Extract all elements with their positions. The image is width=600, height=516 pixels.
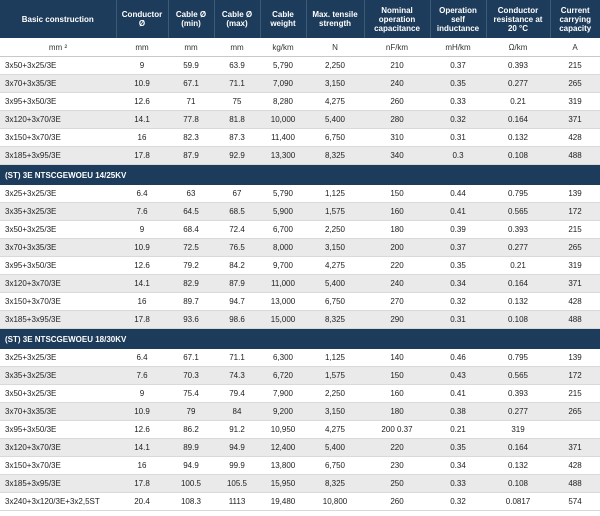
table-cell: 5,400 (306, 439, 364, 457)
units-row (0, 38, 600, 57)
table-cell: 180 (364, 221, 430, 239)
table-cell: 10.9 (116, 75, 168, 93)
table-cell: 86.2 (168, 421, 214, 439)
table-cell: 6.4 (116, 185, 168, 203)
table-cell: 12.6 (116, 93, 168, 111)
table-cell: 200 (364, 239, 430, 257)
table-cell: 0.0817 (486, 493, 550, 511)
table-cell: 0.3 (430, 147, 486, 165)
table-cell: 5,790 (260, 185, 306, 203)
table-cell: 6,720 (260, 367, 306, 385)
table-cell: 139 (550, 349, 600, 367)
table-cell: 3x240+3x120/3E+3x2,5ST (0, 493, 116, 511)
table-cell: 7,090 (260, 75, 306, 93)
table-row (0, 311, 600, 329)
table-cell: 0.164 (486, 439, 550, 457)
table-cell: 87.3 (214, 129, 260, 147)
table-cell: 67.1 (168, 75, 214, 93)
table-cell: 6,700 (260, 221, 306, 239)
table-cell: 7.6 (116, 203, 168, 221)
table-cell: 172 (550, 367, 600, 385)
table-cell: 9 (116, 221, 168, 239)
table-cell: 2,250 (306, 385, 364, 403)
table-cell: 3x70+3x35/3E (0, 75, 116, 93)
table-cell: 428 (550, 457, 600, 475)
table-cell: 1,125 (306, 349, 364, 367)
header-nominal-capacitance: Nominal operation capacitance (364, 0, 430, 38)
table-cell: 2,250 (306, 221, 364, 239)
table-cell: 71 (168, 93, 214, 111)
section-title: (ST) 3E NTSCGEWOEU 18/30KV (0, 329, 600, 350)
table-cell: 0.31 (430, 311, 486, 329)
table-cell: 172 (550, 203, 600, 221)
unit-cell: A (550, 38, 600, 57)
table-cell: 20.4 (116, 493, 168, 511)
table-cell: 574 (550, 493, 600, 511)
table-row (0, 421, 600, 439)
table-cell: 3,150 (306, 239, 364, 257)
table-cell: 94.9 (168, 457, 214, 475)
table-cell: 10,000 (260, 111, 306, 129)
table-cell: 0.132 (486, 457, 550, 475)
table-cell: 371 (550, 275, 600, 293)
table-cell: 1,575 (306, 367, 364, 385)
unit-cell: kg/km (260, 38, 306, 57)
table-row (0, 385, 600, 403)
section-title: (ST) 3E NTSCGEWOEU 14/25KV (0, 165, 600, 186)
table-cell: 64.5 (168, 203, 214, 221)
table-cell: 94.7 (214, 293, 260, 311)
table-row (0, 129, 600, 147)
table-cell: 0.41 (430, 385, 486, 403)
header-current-capacity: Current carrying capacity (550, 0, 600, 38)
header-max-tensile-strength: Max. tensile strength (306, 0, 364, 38)
table-cell: 10.9 (116, 239, 168, 257)
table-row (0, 203, 600, 221)
table-cell: 280 (364, 111, 430, 129)
table-cell: 150 (364, 367, 430, 385)
table-cell: 371 (550, 439, 600, 457)
table-cell: 94.9 (214, 439, 260, 457)
table-cell: 319 (550, 257, 600, 275)
table-row (0, 221, 600, 239)
table-cell: 3x95+3x50/3E (0, 257, 116, 275)
table-cell: 9 (116, 385, 168, 403)
table-cell: 63.9 (214, 57, 260, 75)
table-cell: 0.39 (430, 221, 486, 239)
table-cell: 77.8 (168, 111, 214, 129)
table-cell: 87.9 (214, 275, 260, 293)
table-cell: 3x185+3x95/3E (0, 475, 116, 493)
table-cell: 5,400 (306, 111, 364, 129)
table-cell: 14.1 (116, 275, 168, 293)
table-cell: 3x35+3x25/3E (0, 367, 116, 385)
section-header-row (0, 329, 600, 350)
table-cell: 16 (116, 457, 168, 475)
table-cell: 9,700 (260, 257, 306, 275)
table-cell: 68.5 (214, 203, 260, 221)
table-cell: 180 (364, 403, 430, 421)
table-cell: 3x95+3x50/3E (0, 93, 116, 111)
table-cell: 0.277 (486, 75, 550, 93)
table-cell: 0.795 (486, 349, 550, 367)
table-cell: 105.5 (214, 475, 260, 493)
table-cell: 0.164 (486, 275, 550, 293)
table-cell: 0.132 (486, 129, 550, 147)
table-cell: 71.1 (214, 75, 260, 93)
table-cell: 0.132 (486, 293, 550, 311)
table-cell: 0.108 (486, 475, 550, 493)
table-cell: 160 (364, 385, 430, 403)
section-header-row (0, 165, 600, 186)
table-cell: 6,750 (306, 293, 364, 311)
table-cell: 215 (550, 385, 600, 403)
table-cell: 1,575 (306, 203, 364, 221)
table-cell: 15,000 (260, 311, 306, 329)
table-cell: 160 (364, 203, 430, 221)
table-row (0, 57, 600, 75)
table-cell: 0.795 (486, 185, 550, 203)
table-cell: 71.1 (214, 349, 260, 367)
table-cell: 0.31 (430, 129, 486, 147)
table-cell: 84 (214, 403, 260, 421)
header-conductor-resistance: Conductor resistance at 20 °C (486, 0, 550, 38)
table-cell: 488 (550, 147, 600, 165)
table-cell: 16 (116, 293, 168, 311)
table-row (0, 239, 600, 257)
table-cell: 0.32 (430, 293, 486, 311)
table-cell: 0.37 (430, 57, 486, 75)
table-cell: 220 (364, 257, 430, 275)
table-cell: 220 (364, 439, 430, 457)
table-cell: 13,000 (260, 293, 306, 311)
table-cell: 67.1 (168, 349, 214, 367)
table-cell: 0.34 (430, 457, 486, 475)
table-cell: 16 (116, 129, 168, 147)
table-cell: 240 (364, 275, 430, 293)
table-cell: 0.21 (430, 421, 486, 439)
table-cell: 428 (550, 293, 600, 311)
table-row (0, 349, 600, 367)
table-cell: 0.108 (486, 311, 550, 329)
table-row (0, 457, 600, 475)
table-cell: 0.565 (486, 367, 550, 385)
unit-cell: mm (214, 38, 260, 57)
table-cell: 0.277 (486, 403, 550, 421)
table-row (0, 439, 600, 457)
table-cell: 0.21 (486, 257, 550, 275)
table-cell: 0.393 (486, 221, 550, 239)
table-cell: 270 (364, 293, 430, 311)
table-cell: 3x35+3x25/3E (0, 203, 116, 221)
table-cell: 0.35 (430, 257, 486, 275)
table-row (0, 185, 600, 203)
table-cell: 7,900 (260, 385, 306, 403)
table-cell: 19,480 (260, 493, 306, 511)
table-cell: 250 (364, 475, 430, 493)
table-cell: 488 (550, 475, 600, 493)
table-cell: 72.4 (214, 221, 260, 239)
table-cell: 76.5 (214, 239, 260, 257)
table-cell: 12.6 (116, 421, 168, 439)
table-cell: 0.32 (430, 493, 486, 511)
table-cell: 200 0.37 (364, 421, 430, 439)
table-cell: 8,000 (260, 239, 306, 257)
table-row (0, 93, 600, 111)
table-cell: 340 (364, 147, 430, 165)
table-cell: 91.2 (214, 421, 260, 439)
table-cell: 15,950 (260, 475, 306, 493)
table-cell: 13,300 (260, 147, 306, 165)
table-cell: 3x120+3x70/3E (0, 275, 116, 293)
table-cell: 488 (550, 311, 600, 329)
table-cell: 3x50+3x25/3E (0, 221, 116, 239)
table-cell: 72.5 (168, 239, 214, 257)
table-cell: 139 (550, 185, 600, 203)
table-row (0, 493, 600, 511)
table-cell: 0.393 (486, 385, 550, 403)
table-cell: 82.3 (168, 129, 214, 147)
table-cell: 0.565 (486, 203, 550, 221)
table-cell: 3x95+3x50/3E (0, 421, 116, 439)
table-cell: 87.9 (168, 147, 214, 165)
table-cell: 265 (550, 239, 600, 257)
table-cell: 0.33 (430, 93, 486, 111)
table-cell: 81.8 (214, 111, 260, 129)
table-cell: 3x25+3x25/3E (0, 185, 116, 203)
table-cell: 17.8 (116, 311, 168, 329)
table-cell: 3x185+3x95/3E (0, 311, 116, 329)
header-row (0, 0, 600, 38)
table-cell: 0.46 (430, 349, 486, 367)
table-cell: 7.6 (116, 367, 168, 385)
table-cell: 70.3 (168, 367, 214, 385)
table-cell: 12.6 (116, 257, 168, 275)
unit-cell: Ω/km (486, 38, 550, 57)
table-cell: 4,275 (306, 93, 364, 111)
table-cell: 3x150+3x70/3E (0, 457, 116, 475)
table-cell: 3x185+3x95/3E (0, 147, 116, 165)
table-cell: 0.37 (430, 239, 486, 257)
table-cell: 8,325 (306, 311, 364, 329)
unit-cell: mm ² (0, 38, 116, 57)
table-cell (550, 421, 600, 439)
table-cell: 17.8 (116, 147, 168, 165)
table-cell: 240 (364, 75, 430, 93)
table-cell: 428 (550, 129, 600, 147)
table-cell: 63 (168, 185, 214, 203)
unit-cell: mm (168, 38, 214, 57)
table-cell: 0.35 (430, 439, 486, 457)
table-cell: 260 (364, 93, 430, 111)
table-cell: 3x150+3x70/3E (0, 129, 116, 147)
table-cell: 210 (364, 57, 430, 75)
table-cell: 8,325 (306, 475, 364, 493)
table-cell: 3x120+3x70/3E (0, 111, 116, 129)
table-cell: 12,400 (260, 439, 306, 457)
table-cell: 0.35 (430, 75, 486, 93)
table-row (0, 403, 600, 421)
table-cell: 0.277 (486, 239, 550, 257)
table-cell: 6,300 (260, 349, 306, 367)
table-cell: 3x150+3x70/3E (0, 293, 116, 311)
table-cell: 84.2 (214, 257, 260, 275)
table-cell: 265 (550, 403, 600, 421)
table-cell: 5,900 (260, 203, 306, 221)
table-row (0, 111, 600, 129)
table-cell: 89.7 (168, 293, 214, 311)
table-cell: 4,275 (306, 257, 364, 275)
table-cell: 0.34 (430, 275, 486, 293)
table-cell: 1113 (214, 493, 260, 511)
table-cell: 17.8 (116, 475, 168, 493)
table-cell: 230 (364, 457, 430, 475)
table-cell: 79.2 (168, 257, 214, 275)
table-cell: 3,150 (306, 75, 364, 93)
unit-cell: N (306, 38, 364, 57)
table-cell: 2,250 (306, 57, 364, 75)
header-cable-diameter-max: Cable Ø (max) (214, 0, 260, 38)
table-cell: 10.9 (116, 403, 168, 421)
table-cell: 92.9 (214, 147, 260, 165)
table-cell: 14.1 (116, 111, 168, 129)
table-cell: 6,750 (306, 129, 364, 147)
table-cell: 0.164 (486, 111, 550, 129)
table-row (0, 147, 600, 165)
table-cell: 74.3 (214, 367, 260, 385)
table-cell: 371 (550, 111, 600, 129)
table-cell: 79 (168, 403, 214, 421)
table-cell: 260 (364, 493, 430, 511)
table-cell: 68.4 (168, 221, 214, 239)
table-cell: 319 (486, 421, 550, 439)
table-cell: 215 (550, 221, 600, 239)
table-cell: 75 (214, 93, 260, 111)
table-cell: 8,280 (260, 93, 306, 111)
table-cell: 9,200 (260, 403, 306, 421)
table-cell: 265 (550, 75, 600, 93)
table-cell: 0.38 (430, 403, 486, 421)
table-cell: 4,275 (306, 421, 364, 439)
table-cell: 3,150 (306, 403, 364, 421)
table-cell: 0.33 (430, 475, 486, 493)
header-cable-weight: Cable weight (260, 0, 306, 38)
table-cell: 11,400 (260, 129, 306, 147)
table-cell: 5,790 (260, 57, 306, 75)
table-cell: 3x25+3x25/3E (0, 349, 116, 367)
table-cell: 0.393 (486, 57, 550, 75)
table-cell: 11,000 (260, 275, 306, 293)
header-cable-diameter-min: Cable Ø (min) (168, 0, 214, 38)
table-cell: 319 (550, 93, 600, 111)
table-row (0, 293, 600, 311)
table-cell: 82.9 (168, 275, 214, 293)
table-cell: 3x70+3x35/3E (0, 403, 116, 421)
table-cell: 0.32 (430, 111, 486, 129)
table-cell: 13,800 (260, 457, 306, 475)
table-row (0, 275, 600, 293)
table-row (0, 367, 600, 385)
table-cell: 310 (364, 129, 430, 147)
table-cell: 150 (364, 185, 430, 203)
table-cell: 108.3 (168, 493, 214, 511)
unit-cell: nF/km (364, 38, 430, 57)
table-cell: 3x120+3x70/3E (0, 439, 116, 457)
table-cell: 93.6 (168, 311, 214, 329)
table-cell: 0.21 (486, 93, 550, 111)
table-cell: 75.4 (168, 385, 214, 403)
table-cell: 3x50+3x25/3E (0, 57, 116, 75)
table-cell: 98.6 (214, 311, 260, 329)
table-cell: 5,400 (306, 275, 364, 293)
table-cell: 3x70+3x35/3E (0, 239, 116, 257)
table-cell: 9 (116, 57, 168, 75)
table-cell: 290 (364, 311, 430, 329)
table-cell: 8,325 (306, 147, 364, 165)
table-row (0, 75, 600, 93)
table-cell: 59.9 (168, 57, 214, 75)
table-cell: 0.41 (430, 203, 486, 221)
unit-cell: mm (116, 38, 168, 57)
table-cell: 1,125 (306, 185, 364, 203)
table-cell: 79.4 (214, 385, 260, 403)
table-cell: 6.4 (116, 349, 168, 367)
table-cell: 10,950 (260, 421, 306, 439)
table-cell: 14.1 (116, 439, 168, 457)
table-cell: 6,750 (306, 457, 364, 475)
table-cell: 10,800 (306, 493, 364, 511)
table-cell: 0.43 (430, 367, 486, 385)
table-cell: 3x50+3x25/3E (0, 385, 116, 403)
table-cell: 0.44 (430, 185, 486, 203)
header-self-inductance: Operation self inductance (430, 0, 486, 38)
table-cell: 140 (364, 349, 430, 367)
table-row (0, 257, 600, 275)
table-row (0, 475, 600, 493)
unit-cell: mH/km (430, 38, 486, 57)
header-basic-construction: Basic construction (0, 0, 116, 38)
table-cell: 89.9 (168, 439, 214, 457)
table-cell: 100.5 (168, 475, 214, 493)
table-cell: 99.9 (214, 457, 260, 475)
table-cell: 0.108 (486, 147, 550, 165)
table-cell: 67 (214, 185, 260, 203)
table-cell: 215 (550, 57, 600, 75)
header-conductor-diameter: Conductor Ø (116, 0, 168, 38)
